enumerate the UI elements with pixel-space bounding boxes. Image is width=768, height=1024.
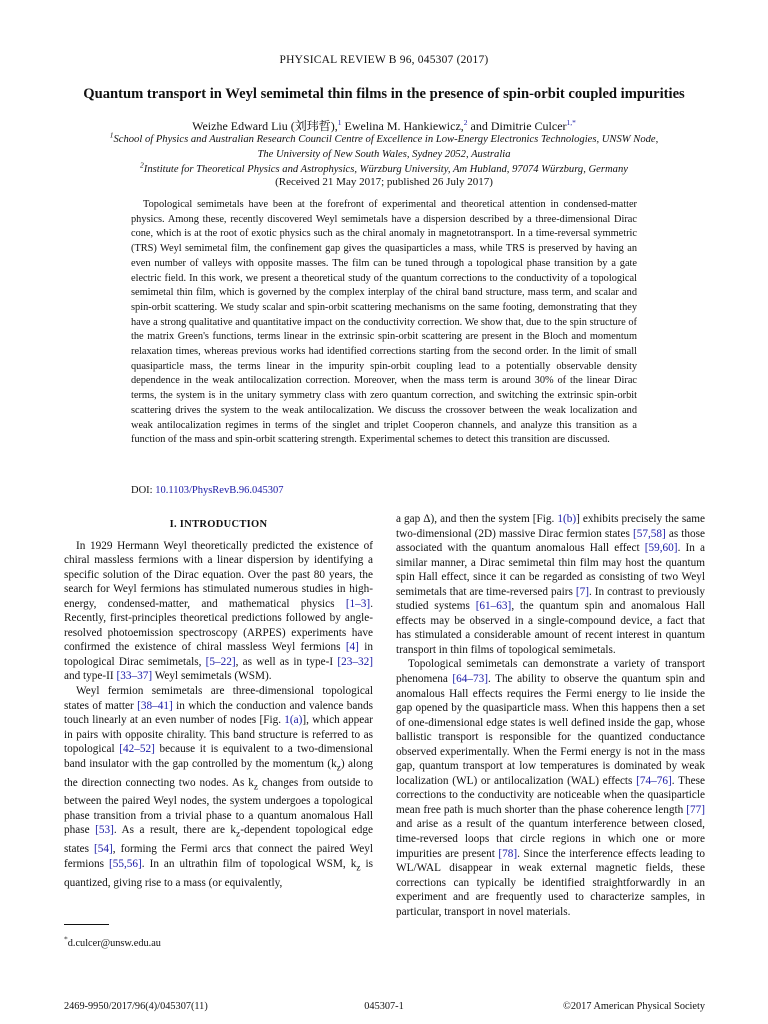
citation-link[interactable]: [7] <box>575 585 589 598</box>
footnote-rule <box>64 924 109 925</box>
abstract <box>131 198 637 448</box>
author-hankiewicz-affil[interactable]: 2 <box>463 118 468 127</box>
doi-label: DOI: <box>131 485 156 496</box>
affiliation-1-line2: The University of New South Wales, Sydney 2052, Australia <box>257 149 511 160</box>
affiliation-2-line1: Institute for Theoretical Physics and Astrophysics, Würzburg University, Am Hubland, 97074 Würzburg, Germany <box>143 164 628 175</box>
citation-link[interactable]: [53] <box>95 824 114 837</box>
citation-link[interactable]: [38–41] <box>137 699 173 712</box>
doi-link[interactable]: 10.1103/PhysRevB.96.045307 <box>155 485 284 496</box>
figure-link[interactable]: 1(b) <box>557 513 577 525</box>
citation-link[interactable]: [42–52] <box>119 743 155 756</box>
author-liu: Weizhe Edward Liu (刘玮哲), <box>192 119 338 133</box>
citation-link[interactable]: [78] <box>498 847 518 860</box>
paper-title: Quantum transport in Weyl semimetal thin films in the presence of spin-orbit coupled impurities <box>83 86 685 102</box>
author-culcer: and Dimitrie Culcer <box>467 119 567 133</box>
paragraph-intro-2: Weyl fermion semimetals are three-dimensional topological states of matter [38–41] in which the conduction and valence bands touch linearly at an even number of nodes [Fig. 1(a)], which appear in pairs with opposite chirality. This band structure is referred to as topological [42–52] because it is equivalent to a two-dimensional band insulator with the gap controlled by the momentum $(k_z)$ along the direction connecting two nodes. As $k_z$ changes from outside to between the paired Weyl nodes, the system undergoes a topological phase transition from a trivial phase to a quantum anomalous Hall phase [53]. As a result, there are $k_z$-dependent topological edge states [54], forming the Fermi arcs that connect the paired Weyl fermions [55,56]. In an ultrathin film of topological WSM, $k_z$ is quantized, giving rise to a mass (or equivalently, <box>64 685 373 889</box>
affiliation-1-mark: 1 <box>109 130 114 140</box>
paragraph-intro-4: Topological semimetals can demonstrate a variety of transport phenomena [64–73]. The ability to observe the quantum spin and anomalous Hall effects requires the Fermi energy to lie inside the gap opened by the quasiparticle mass. When this happens then a set of one-dimensional edge states is well defined inside the gap, whose ballistic transport is responsible for the quantized conductance observed experimentally. When the Fermi energy is not in the mass gap, quantum transport at low temperatures is dominated by weak localization (WL) or antilocalization (WAL) effects [74–76]. These corrections to the conductivity are noticeable when the quasiparticle mean free path is much shorter than the phase coherence length [77] and arise as a result of the quantum interference between closed, time-reversed loops that circle regions in which one or more impurities are present [78]. Since the interference effects leading to WL/WAL disappear in weak external magnetic fields, these corrections can typically be identified straightforwardly in an experiment and are frequently used to characterize samples, in particular, transport in novel materials. <box>396 658 705 918</box>
author-hankiewicz: Ewelina M. Hankiewicz, <box>341 119 464 133</box>
abstract-text: Topological semimetals have been at the forefront of experimental and theoretical attention in condensed-matter physics. Among these, recently discovered Weyl semimetals have a dispersion described by a three-dimensional Dirac cone, which is at the root of exotic physics such as the chiral anomaly in magnetotransport. In a time-reversal symmetric (TRS) Weyl semimetal film, the confinement gap gives the quasiparticles a mass, while TRS is preserved by having an even number of valleys with opposite masses. The film can be tuned through a topological phase transition by a gate electric field. In this work, we present a theoretical study of the quantum corrections to the conductivity of a topological semimetal thin film, which is governed by the complex interplay of the chiral band structure, mass term, and scalar and spin-orbit scattering. We study scalar and spin-orbit scattering mechanisms on the same footing, demonstrating that they have a strong qualitative and quantitative impact on the conductivity correction. We show that, due to the spin structure of the matrix Green's functions, terms linear in the extrinsic spin-orbit scattering are present in the Bloch and momentum relaxation times, whereas previous works had identified corrections starting from the second order. In the limit of small quasiparticle mass, the terms linear in the impurity spin-orbit coupling lead to a potentially observable density dependence in the weak antilocalization correction. Moreover, when the mass term is around 30% of the linear Dirac terms, the system is in the unitary symmetry class with zero quantum correction, and switching the extrinsic spin-orbit scattering drives the system to the weak antilocalization. We discuss the crossover between the weak localization and weak antilocalization regimes in terms of the singlet and triplet Cooperon channels, and analyze this transition as a function of the mass and spin-orbit scattering strength. Experimental schemes to detect this transition are discussed. <box>131 199 637 446</box>
affiliation-1 <box>40 132 728 162</box>
doi-line <box>131 485 283 496</box>
footnote-email[interactable]: d.culcer@unsw.edu.au <box>67 938 161 949</box>
citation-link[interactable]: [4] <box>345 641 359 654</box>
right-column <box>396 512 705 919</box>
corresponding-author-footnote <box>64 934 161 949</box>
citation-link[interactable]: [57,58] <box>632 527 666 540</box>
paragraph-intro-1: In 1929 Hermann Weyl theoretically predicted the existence of chiral massless fermions with a linear dispersion by identifying a specific solution of the Dirac equation. Over the past 80 years, the search for Weyl fermions has stimulated numerous studies in high-energy, condensed-matter, and mathematical physics [1–3]. Recently, first-principles theoretical predictions followed by angle-resolved photoemission spectroscopy (ARPES) experiments have confirmed the existence of chiral massless Weyl fermions [4] in topological Dirac semimetals, [5–22], as well as in type-I [23–32] and type-II [33–37] Weyl semimetals (WSM). <box>64 539 373 683</box>
citation-link[interactable]: [74–76] <box>636 774 672 787</box>
footer-page-number: 045307-1 <box>364 1001 404 1012</box>
citation-link[interactable]: [1–3] <box>345 597 371 610</box>
citation-link[interactable]: [77] <box>686 803 705 816</box>
citation-link[interactable]: [5–22] <box>205 655 236 668</box>
affiliation-2-mark: 2 <box>140 160 144 170</box>
footer-issn: 2469-9950/2017/96(4)/045307(11) <box>64 1001 208 1012</box>
citation-link[interactable]: [64–73] <box>452 673 489 686</box>
affiliation-1-line1: School of Physics and Australian Research Council Centre of Excellence in Low-Energy Electronics Technologies, UNSW Node, <box>113 134 659 145</box>
author-liu-affil[interactable]: 1 <box>337 118 342 127</box>
left-column <box>64 512 373 890</box>
citation-link[interactable]: [59,60] <box>644 542 678 555</box>
section-heading: I. INTRODUCTION <box>169 519 268 530</box>
paragraph-intro-3: a gap Δ), and then the system [Fig. 1(b)] exhibits precisely the same two-dimensional (2D) massive Dirac fermion states [57,58] as those associated with the quantum anomalous Hall effect [59,60]. In a similar manner, a Dirac semimetal thin film may host the quantum spin Hall effect, since it can be regarded as consisting of two Weyl semimetals that are time-reversed pairs [7]. In contrast to previously studied systems [61–63], the quantum spin and anomalous Hall effects may be observed in a single-compound device, a fact that has stimulated a considerable amount of recent interest in quantum transport in thin films of topological semimetals. <box>396 513 705 656</box>
citation-link[interactable]: [61–63] <box>475 600 512 613</box>
figure-link[interactable]: 1(a) <box>284 714 303 727</box>
citation-link[interactable]: [55,56] <box>108 857 142 870</box>
received-dates: (Received 21 May 2017; published 26 July 2017) <box>275 176 493 188</box>
journal-header: PHYSICAL REVIEW B 96, 045307 (2017) <box>279 54 489 66</box>
author-culcer-affil[interactable]: 1,* <box>566 118 576 127</box>
citation-link[interactable]: [23–32] <box>337 655 373 668</box>
citation-link[interactable]: [54] <box>94 843 113 856</box>
affiliation-2 <box>40 162 728 177</box>
footnote-mark: * <box>64 934 68 944</box>
citation-link[interactable]: [33–37] <box>116 670 153 683</box>
footer-copyright: ©2017 American Physical Society <box>563 1001 705 1012</box>
